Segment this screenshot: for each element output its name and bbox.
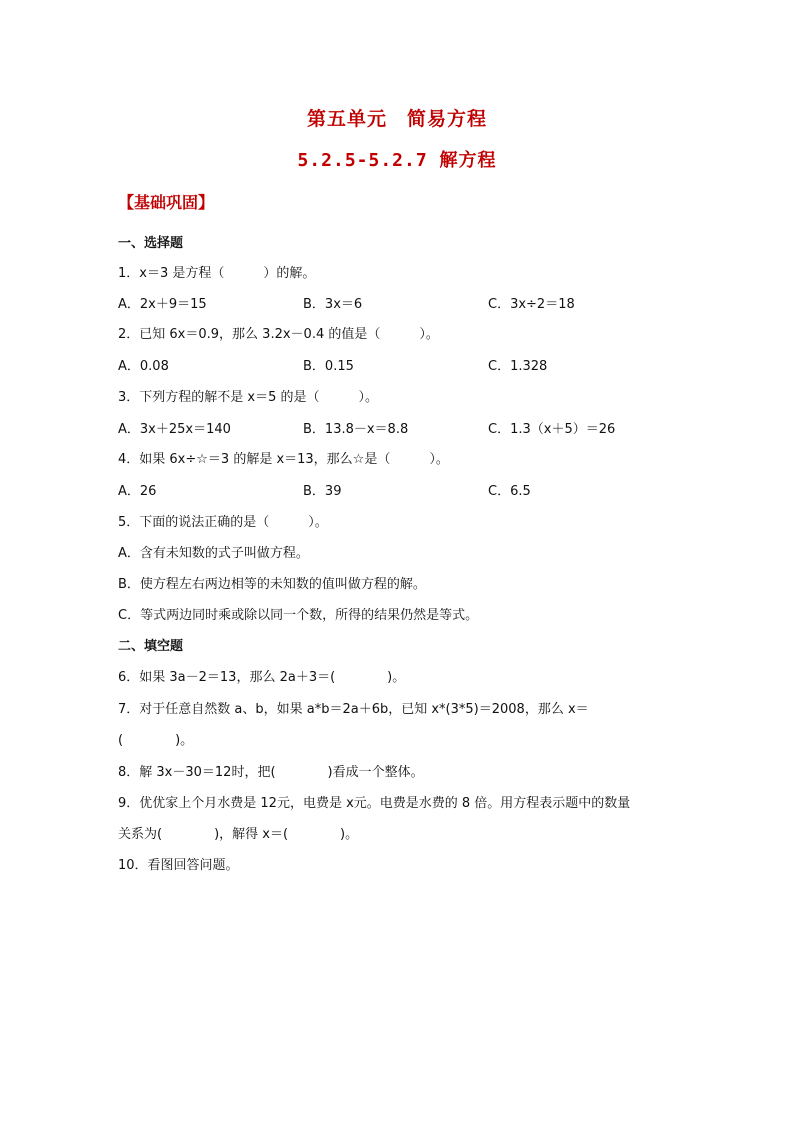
q1-option-c: C．3x÷2＝18 <box>488 297 575 312</box>
question-8: 8．解 3x－30＝12时，把( )看成一个整体。 <box>118 765 424 780</box>
q1-option-a: A．2x＋9＝15 <box>118 297 207 312</box>
part1-heading: 一、选择题 <box>118 236 184 251</box>
question-6: 6．如果 3a－2＝13，那么 2a＋3＝( )。 <box>118 670 406 685</box>
question-9-line2: 关系为( )，解得 x＝( )。 <box>118 827 359 842</box>
q2-option-b: B．0.15 <box>303 359 354 374</box>
q5-option-a: A．含有未知数的式子叫做方程。 <box>118 546 309 561</box>
question-7-line1: 7．对于任意自然数 a、b，如果 a*b＝2a＋6b，已知 x*(3*5)＝2008，那么 x＝ <box>118 702 589 717</box>
question-7-line2: ( )。 <box>118 733 194 748</box>
question-4: 4．如果 6x÷☆＝3 的解是 x＝13，那么☆是（ ）。 <box>118 452 449 467</box>
q4-option-c: C．6.5 <box>488 484 531 499</box>
q2-option-c: C．1.328 <box>488 359 548 374</box>
question-1: 1．x＝3 是方程（ ）的解。 <box>118 266 316 281</box>
q3-option-c: C．1.3（x＋5）＝26 <box>488 422 616 437</box>
q4-option-a: A．26 <box>118 484 157 499</box>
page-title: 第五单元 简易方程 <box>306 108 487 130</box>
q1-option-b: B．3x＝6 <box>303 297 363 312</box>
q3-option-b: B．13.8－x＝8.8 <box>303 422 409 437</box>
q3-option-a: A．3x＋25x＝140 <box>118 422 231 437</box>
section-heading: 【基础巩固】 <box>118 193 215 212</box>
q2-option-a: A．0.08 <box>118 359 169 374</box>
question-10: 10．看图回答问题。 <box>118 858 239 873</box>
q5-option-c: C．等式两边同时乘或除以同一个数，所得的结果仍然是等式。 <box>118 608 479 623</box>
part2-heading: 二、填空题 <box>118 639 184 654</box>
page-subtitle: 5.2.5-5.2.7 解方程 <box>297 150 497 171</box>
question-3: 3．下列方程的解不是 x＝5 的是（ ）。 <box>118 390 379 405</box>
q4-option-b: B．39 <box>303 484 342 499</box>
question-9-line1: 9．优优家上个月水费是 12元，电费是 x元。电费是水费的 8 倍。用方程表示题中的数量 <box>118 796 631 811</box>
q5-option-b: B．使方程左右两边相等的未知数的值叫做方程的解。 <box>118 577 426 592</box>
question-5: 5．下面的说法正确的是（ ）。 <box>118 515 328 530</box>
question-2: 2．已知 6x＝0.9，那么 3.2x－0.4 的值是（ ）。 <box>118 327 439 342</box>
